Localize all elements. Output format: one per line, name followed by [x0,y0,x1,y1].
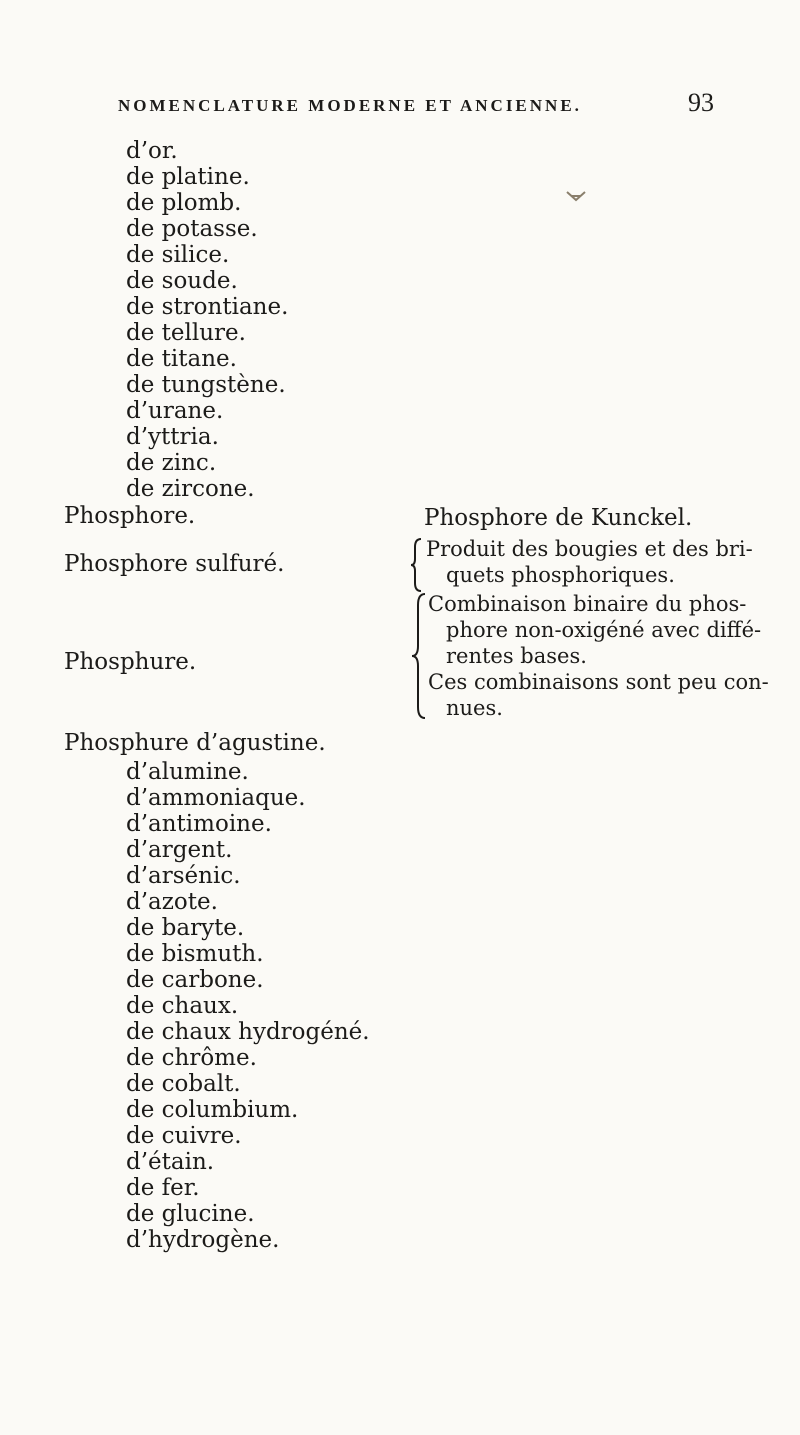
list-item: de bismuth. [126,941,264,967]
top-substance-list [126,138,288,502]
list-item: d’arsénic. [126,863,241,889]
list-item: de fer. [126,1175,200,1201]
ink-mark-icon [565,188,587,204]
list-item: d’azote. [126,889,218,915]
desc-line: quets phosphoriques. [446,563,675,587]
running-header: NOMENCLATURE MODERNE ET ANCIENNE. [118,96,582,115]
curly-brace-icon [409,537,423,593]
list-item: de baryte. [126,915,245,941]
list-item: de potasse. [126,216,258,242]
list-item: de platine. [126,164,250,190]
list-item: de tungstène. [126,372,286,398]
desc-line: phore non-oxigéné avec diffé- [446,618,762,642]
list-item: d’ammoniaque. [126,785,306,811]
list-item: d’étain. [126,1149,215,1175]
list-item: de columbium. [126,1097,299,1123]
term-phosphore-sulfure: Phosphore sulfuré. [64,551,285,577]
list-item: de cuivre. [126,1123,242,1149]
term-phosphure: Phosphure. [64,649,197,675]
old-desc-phosphore-sulfure [426,536,753,588]
list-item: de soude. [126,268,238,294]
list-item: de silice. [126,242,230,268]
term-phosphure-agustine: Phosphure d’agustine. [64,730,326,756]
list-item: d’urane. [126,398,224,424]
list-item: d’antimoine. [126,811,272,837]
old-desc-phosphure [428,591,769,721]
list-item: d’yttria. [126,424,219,450]
list-item: de chrôme. [126,1045,257,1071]
list-item: de carbone. [126,967,264,993]
list-item: d’or. [126,138,178,164]
list-item: de chaux. [126,993,239,1019]
desc-line: rentes bases. [446,644,587,668]
list-item: d’alumine. [126,759,249,785]
list-item: d’argent. [126,837,233,863]
bottom-substance-list [126,759,370,1253]
desc-line: Combinaison binaire du phos- [428,592,747,616]
list-item: de glucine. [126,1201,255,1227]
list-item: de cobalt. [126,1071,241,1097]
curly-brace-icon [409,591,427,721]
old-name-phosphore: Phosphore de Kunckel. [424,505,693,531]
desc-line: Produit des bougies et des bri- [426,537,753,561]
list-item: de titane. [126,346,237,372]
list-item: de zircone. [126,476,255,502]
desc-line: Ces combinaisons sont peu con- [428,670,769,694]
term-phosphore: Phosphore. [64,503,196,529]
list-item: de tellure. [126,320,246,346]
page-number: 93 [688,88,714,117]
list-item: d’hydrogène. [126,1227,280,1253]
list-item: de plomb. [126,190,242,216]
list-item: de zinc. [126,450,217,476]
desc-line: nues. [446,696,503,720]
list-item: de strontiane. [126,294,289,320]
list-item: de chaux hydrogéné. [126,1019,370,1045]
